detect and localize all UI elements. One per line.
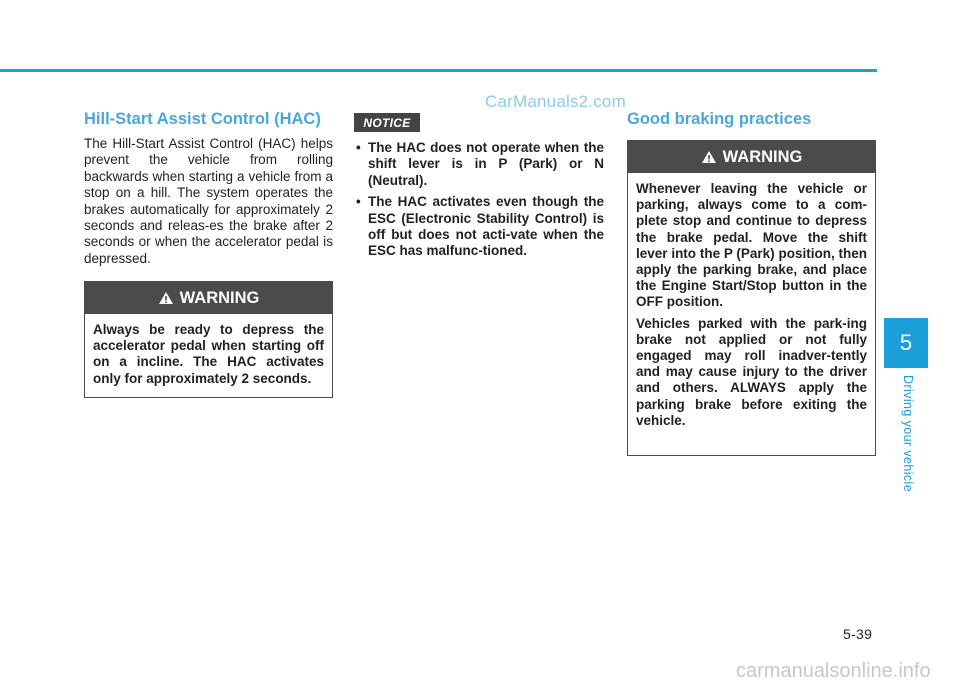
braking-warning-box: [627, 140, 876, 456]
hac-paragraph: The Hill-Start Assist Control (HAC) helps prevent the vehicle from rolling backwards when starting a vehicle from a stop on a hill. The system operates the brakes automatically for approximately 2 seconds and releas-es the brake after 2 seconds or when the accelerator pedal is depressed.: [84, 136, 333, 266]
hac-warning-box: [84, 281, 333, 398]
notice-item-text: The HAC does not operate when the shift lever is in P (Park) or N (Neutral).: [368, 140, 604, 188]
warning-triangle-icon: [158, 291, 174, 305]
chapter-title: Driving your vehicle: [901, 375, 915, 493]
bullet-icon: •: [356, 140, 361, 155]
watermark-top: CarManuals2.com: [485, 92, 626, 111]
hac-heading: Hill-Start Assist Control (HAC): [84, 110, 321, 128]
list-item: [354, 140, 604, 189]
chapter-tab: 5: [884, 318, 928, 368]
notice-badge: NOTICE: [354, 113, 420, 132]
notice-item-text: The HAC activates even though the ESC (Electronic Stability Control) is off but does not acti-vate when the ESC has malfunc-tioned.: [368, 194, 604, 259]
braking-heading: Good braking practices: [627, 110, 812, 128]
warning-label: WARNING: [179, 288, 260, 307]
warning-header: [85, 282, 332, 314]
warning-paragraph: Vehicles parked with the park-ing brake not applied or not fully engaged may roll inadver-tently and may cause injury to the driver and others. ALWAYS apply the parking brake before exiting the vehicle.: [636, 315, 867, 428]
warning-header: [628, 141, 875, 173]
watermark-bottom: carmanualsonline.info: [736, 660, 931, 682]
warning-triangle-icon: [701, 150, 717, 164]
page-number: 5-39: [843, 626, 873, 642]
header-rule: [0, 69, 877, 72]
warning-paragraph: Whenever leaving the vehicle or parking, always come to a com-plete stop and continue to depress the brake pedal. Move the shift lever into the P (Park) position, then apply the parking brake, and place the Engine Start/Stop button in the OFF position.: [636, 181, 867, 310]
warning-text: Always be ready to depress the accelerator pedal when starting off on a incline. The HAC activates only for approximately 2 seconds.: [93, 322, 324, 386]
notice-list: [354, 140, 604, 265]
warning-label: WARNING: [722, 147, 803, 166]
list-item: [354, 194, 604, 260]
bullet-icon: •: [356, 194, 361, 210]
